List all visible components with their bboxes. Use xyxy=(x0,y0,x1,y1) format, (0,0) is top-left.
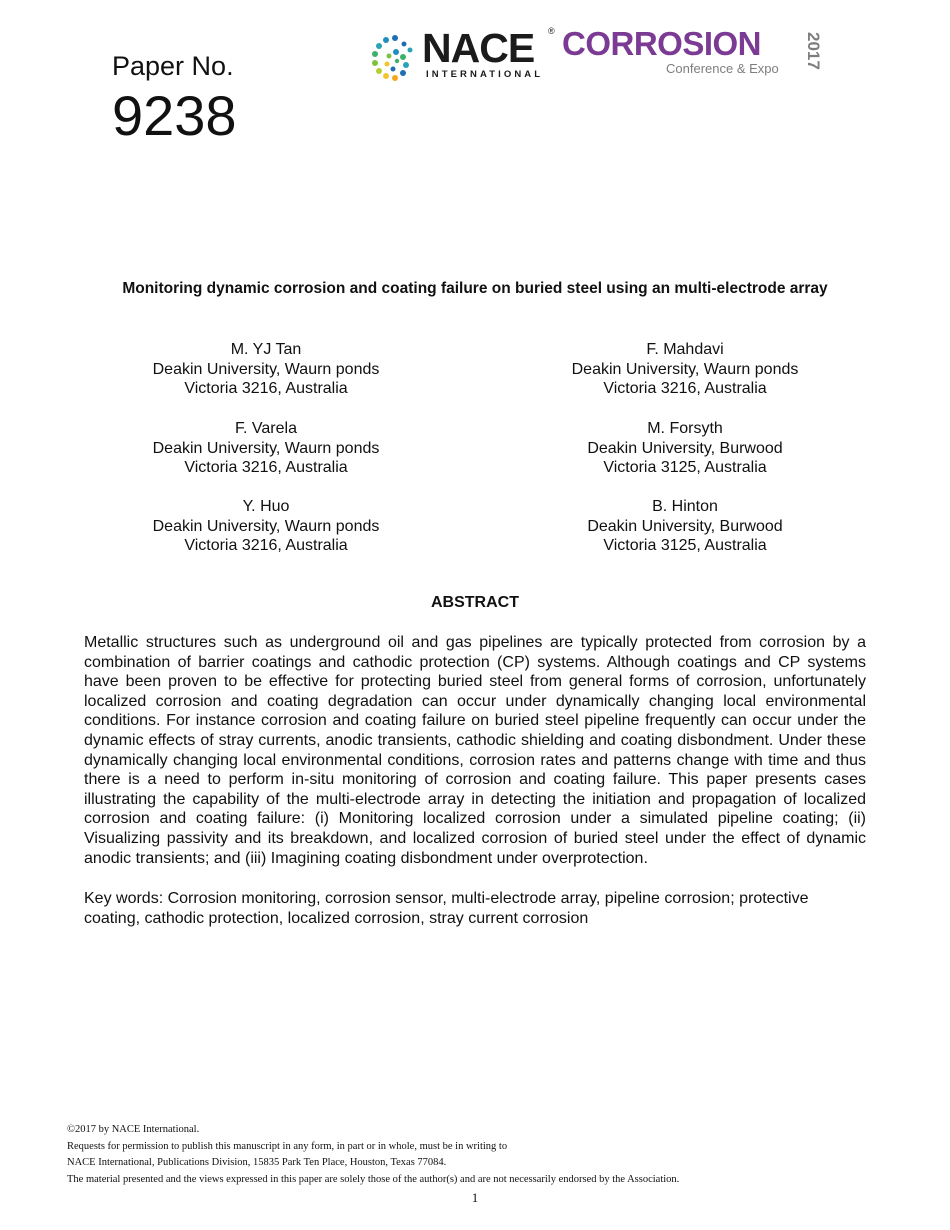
author-affiliation: Deakin University, Burwood xyxy=(587,517,783,535)
author-location: Victoria 3216, Australia xyxy=(603,380,767,398)
author-affiliation: Deakin University, Waurn ponds xyxy=(571,360,799,378)
footer-line: Requests for permission to publish this manuscript in any form, in part or in whole, must be in writing to xyxy=(67,1140,508,1152)
author-location: Victoria 3125, Australia xyxy=(603,459,767,477)
author-affiliation: Deakin University, Waurn ponds xyxy=(152,360,380,378)
author-name: Y. Huo xyxy=(242,498,290,515)
corrosion-logo-subtitle: Conference & Expo xyxy=(666,61,779,76)
author-name: F. Mahdavi xyxy=(646,341,724,358)
abstract-body: Metallic structures such as underground oil and gas pipelines are typically protected from corrosion by a combination of barrier coatings and cathodic protection (CP) systems. Although coatings and CP systems have been proven to be effective for protecting buried steel from general forms of corrosion, unfortunately localized corrosion and coating degradation can occur under dynamically changing local environmental conditions. For instance corrosion and coating failure on buried steel pipeline frequently can occur under the dynamic effects of stray currents, anodic transients, cathodic shielding and coating disbondment. Under these dynamically changing local environmental conditions, corrosion rates and patterns change with time and thus there is a need to perform in-situ monitoring of corrosion and coating failure. This paper presents cases illustrating the capability of the multi-electrode array in detecting the initiation and propagation of localized corrosion and coating failure: (i) Monitoring localized corrosion under a simulated pipeline coating; (ii) Visualizing passivity and its breakdown, and localized corrosion of buried steel under the effect of dynamic anodic transients; and (iii) Imagining coating disbondment under overprotection. xyxy=(84,634,866,867)
nace-logo-subtitle: INTERNATIONAL xyxy=(426,69,544,80)
footer-line: The material presented and the views expressed in this paper are solely those of the author(s) and are not necessarily endorsed by the Association. xyxy=(67,1173,680,1185)
page-number: 1 xyxy=(471,1190,479,1205)
author-affiliation: Deakin University, Burwood xyxy=(587,439,783,457)
author-name: B. Hinton xyxy=(652,498,718,515)
author-affiliation: Deakin University, Waurn ponds xyxy=(152,439,380,457)
author-block xyxy=(525,497,845,556)
author-location: Victoria 3216, Australia xyxy=(184,537,348,555)
author-block xyxy=(106,340,426,399)
author-block xyxy=(525,419,845,478)
abstract-heading: ABSTRACT xyxy=(431,594,519,611)
footer-line: ©2017 by NACE International. xyxy=(67,1124,200,1135)
corrosion-logo-text: CORROSION xyxy=(562,25,762,62)
author-block xyxy=(525,340,845,399)
author-name: M. Forsyth xyxy=(647,420,723,437)
footer-line: NACE International, Publications Division, 15835 Park Ten Place, Houston, Texas 77084. xyxy=(67,1157,447,1168)
keywords: Key words: Corrosion monitoring, corrosion sensor, multi-electrode array, pipeline corrosion; protective coating, cathodic protection, localized corrosion, stray current corrosion xyxy=(84,890,809,927)
nace-logo-mark-icon xyxy=(370,32,420,82)
paper-number-label: Paper No. xyxy=(112,51,234,81)
author-location: Victoria 3125, Australia xyxy=(603,537,767,555)
paper-title: Monitoring dynamic corrosion and coating failure on buried steel using an multi-electrode array xyxy=(122,280,828,297)
author-block xyxy=(106,497,426,556)
copyright-footer xyxy=(67,1122,679,1188)
author-block xyxy=(106,419,426,478)
corrosion-year-text: 2017 xyxy=(804,32,823,70)
conference-logos xyxy=(370,24,840,86)
author-location: Victoria 3216, Australia xyxy=(184,380,348,398)
nace-logo-text: NACE xyxy=(422,25,535,71)
author-name: F. Varela xyxy=(235,420,297,437)
author-location: Victoria 3216, Australia xyxy=(184,459,348,477)
registered-mark: ® xyxy=(548,26,555,36)
author-affiliation: Deakin University, Waurn ponds xyxy=(152,517,380,535)
author-name: M. YJ Tan xyxy=(230,341,302,358)
paper-number: 9238 xyxy=(112,84,237,147)
corrosion-logo-year xyxy=(804,30,824,80)
